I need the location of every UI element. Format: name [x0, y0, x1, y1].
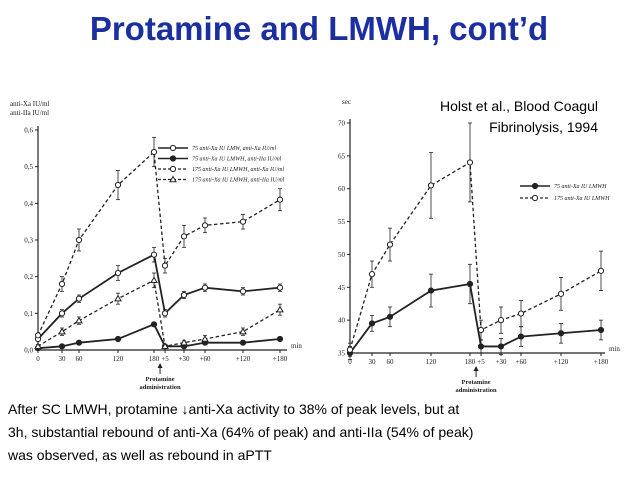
data-point-triangle [277, 307, 283, 312]
x-tick-label: +60 [199, 355, 211, 363]
caption [8, 398, 630, 467]
data-point [518, 334, 523, 339]
data-point [369, 321, 374, 326]
y-tick-label: 0,2 [24, 273, 33, 282]
y-axis-label: sec [342, 98, 351, 106]
annotation-label: Protamine [145, 376, 175, 383]
data-point [202, 223, 207, 228]
y-tick-label: 60 [338, 185, 345, 194]
data-point-triangle [76, 318, 82, 323]
data-point [598, 327, 603, 332]
y-tick-label: 65 [338, 152, 345, 161]
data-point [478, 327, 483, 332]
legend-label: 175 anti-Xa IU LMWH [554, 196, 610, 202]
series-1 [35, 145, 282, 341]
data-point [59, 281, 64, 286]
x-tick-label: 180 [148, 355, 160, 363]
y-tick-label: 50 [338, 250, 345, 259]
chart-2 [338, 98, 620, 394]
data-point [151, 149, 156, 154]
y-axis-label: anti-Xa IU/ml [10, 100, 50, 108]
data-point [181, 234, 186, 239]
x-tick-label: +180 [593, 358, 609, 366]
data-point-triangle [240, 329, 246, 334]
x-tick-label: +180 [272, 355, 288, 363]
data-point [240, 219, 245, 224]
data-point [170, 145, 175, 150]
x-tick-label: 120 [425, 358, 437, 366]
legend-label: 75 anti-Xa IU LMW, anti-Xa IU/ml [192, 146, 277, 152]
data-point [59, 344, 64, 349]
data-point [558, 331, 563, 336]
x-tick-label: 30 [58, 355, 66, 363]
data-point-triangle [115, 296, 121, 301]
data-point [202, 285, 207, 290]
caption-line-3: was observed, as well as rebound in aPTT [8, 447, 272, 463]
x-tick-label: +5 [477, 358, 485, 366]
data-point [558, 291, 563, 296]
data-point [115, 182, 120, 187]
y-axis-label: anti-IIa IU/ml [10, 109, 50, 117]
data-point [532, 183, 537, 188]
citation [440, 96, 598, 138]
x-axis-label: min [291, 342, 302, 350]
x-tick-label: 180 [464, 358, 476, 366]
data-point [498, 344, 503, 349]
y-tick-label: 0,1 [24, 309, 33, 318]
legend-label: 75 anti-Xa IU LMWH [554, 184, 607, 190]
x-tick-label: 0 [36, 355, 40, 363]
series-2 [347, 123, 610, 356]
x-tick-label: +5 [161, 355, 169, 363]
y-tick-label: 0,0 [24, 346, 33, 355]
series-1 [347, 183, 607, 359]
citation-line-2: Fibrinolysis, 1994 [489, 119, 598, 135]
y-tick-label: 0,4 [24, 199, 33, 208]
data-point [467, 281, 472, 286]
data-point [181, 292, 186, 297]
series-line [38, 255, 280, 339]
data-point [115, 270, 120, 275]
x-tick-label: 60 [75, 355, 83, 363]
data-point [162, 263, 167, 268]
x-tick-label: +120 [235, 355, 251, 363]
series-2 [35, 156, 282, 351]
data-point-triangle [181, 340, 187, 345]
data-point [277, 285, 282, 290]
data-point [240, 340, 245, 345]
annotation-label: Protamine [461, 379, 491, 386]
data-point [532, 195, 537, 200]
y-tick-label: 55 [338, 218, 345, 227]
data-point [170, 166, 175, 171]
data-point [428, 183, 433, 188]
slide-title: Protamine and LMWH, cont’d [89, 10, 549, 47]
annotation-arrowhead [158, 363, 163, 368]
series-3 [35, 137, 284, 338]
chart-1 [10, 100, 302, 391]
x-tick-label: +120 [553, 358, 569, 366]
data-point [478, 344, 483, 349]
data-point [240, 289, 245, 294]
x-tick-label: 30 [368, 358, 376, 366]
x-tick-label: 60 [386, 358, 394, 366]
citation-line-1: Holst et al., Blood Coagul [440, 98, 598, 114]
y-tick-label: 0,6 [24, 126, 33, 135]
data-point [369, 272, 374, 277]
annotation-label: administration [455, 387, 497, 394]
data-point [115, 336, 120, 341]
data-point [76, 340, 81, 345]
x-tick-label: +60 [515, 358, 527, 366]
data-point [518, 311, 523, 316]
data-point [277, 336, 282, 341]
data-point-triangle [151, 277, 157, 282]
series-line [350, 162, 601, 349]
data-point [387, 314, 392, 319]
data-point [170, 156, 175, 161]
data-point [151, 322, 156, 327]
data-point [277, 197, 282, 202]
data-point [76, 237, 81, 242]
y-tick-label: 35 [338, 349, 345, 358]
y-tick-label: 70 [338, 119, 345, 128]
data-point [347, 347, 352, 352]
x-tick-label: +30 [495, 358, 507, 366]
y-tick-label: 0,3 [24, 236, 33, 245]
caption-line-2: 3h, substantial rebound of anti-Xa (64% of peak) and anti-IIa (54% of peak) [8, 424, 474, 440]
data-point [59, 311, 64, 316]
data-point [598, 268, 603, 273]
data-point [428, 288, 433, 293]
data-point [467, 160, 472, 165]
data-point [387, 242, 392, 247]
annotation-arrowhead [474, 366, 479, 371]
legend-label: 175 anti-Xa IU LMWH, anti-Xa IU/ml [192, 167, 284, 173]
x-tick-label: +30 [178, 355, 190, 363]
data-point [162, 311, 167, 316]
series-4 [35, 177, 285, 349]
data-point-triangle [59, 329, 65, 334]
x-axis-label: min [609, 345, 620, 353]
legend-label: 175 anti-Xa IU LMWH, anti-IIa IU/ml [192, 177, 285, 184]
y-tick-label: 45 [338, 283, 345, 292]
data-point [498, 318, 503, 323]
annotation-label: administration [139, 384, 181, 391]
x-tick-label: 0 [348, 358, 352, 366]
data-point [35, 333, 40, 338]
y-tick-label: 40 [338, 316, 345, 325]
y-tick-label: 0,5 [24, 163, 33, 172]
legend-label: 75 anti-Xa IU LMWH, anti-IIa IU/ml [192, 156, 282, 163]
x-tick-label: 120 [112, 355, 124, 363]
data-point [76, 296, 81, 301]
data-point [151, 252, 156, 257]
caption-line-1: After SC LMWH, protamine ↓anti-Xa activity to 38% of peak levels, but at [8, 401, 460, 417]
